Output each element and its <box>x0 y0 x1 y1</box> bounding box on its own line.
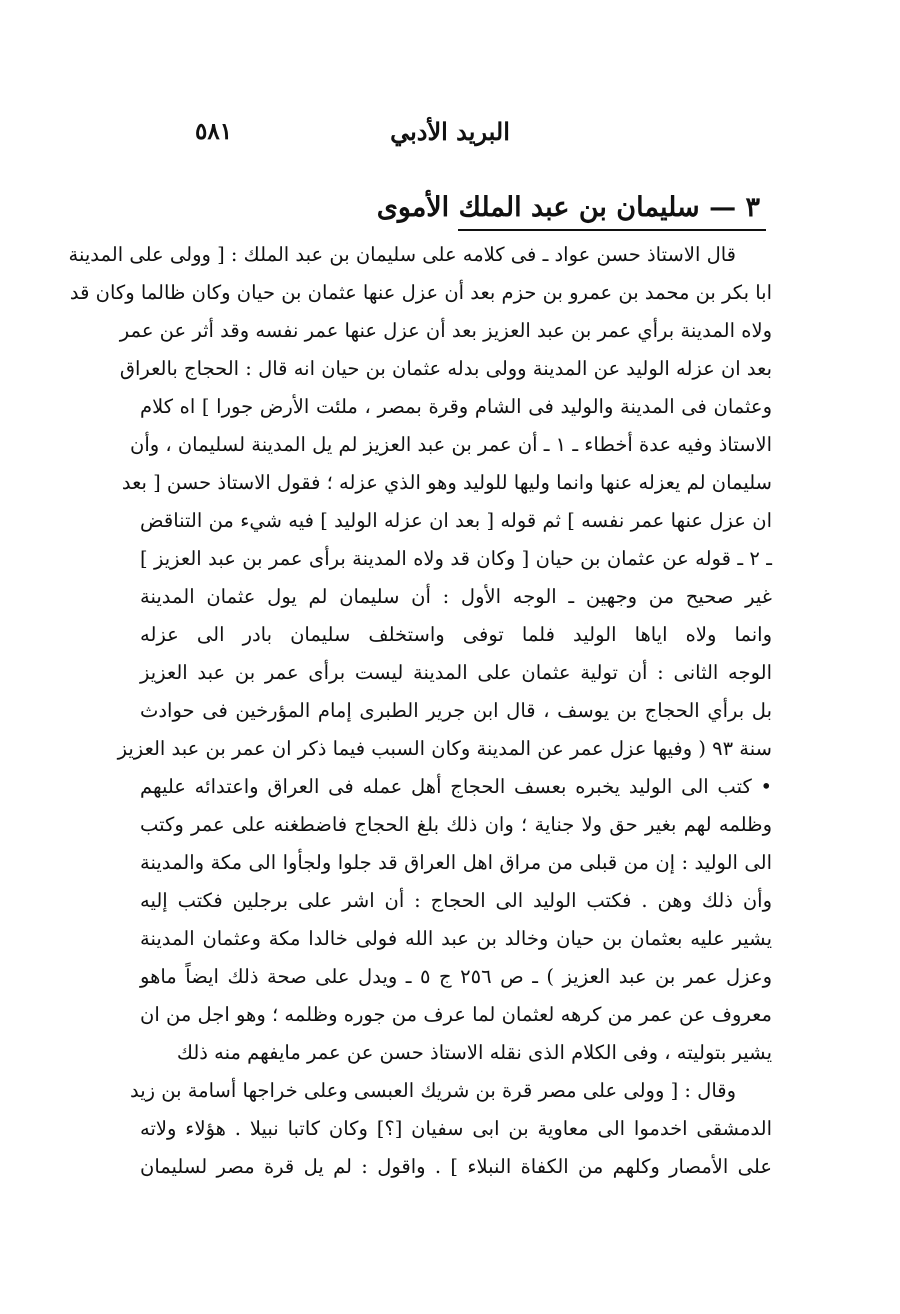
text-line: بعد ان عزله الوليد عن المدينة وولى بدله عثمان بن حيان انه قال : الحجاج بالعراق <box>119 357 772 380</box>
text-line: بل برأي الحجاج بن يوسف ، قال ابن جرير الطبرى إمام المؤرخين فى حوادث <box>140 699 772 722</box>
text-line: وظلمه لهم بغير حق ولا جناية ؛ وان ذلك بلغ الحجاج فاضطغنه على عمر وكتب <box>140 813 772 836</box>
text-line: وأن ذلك وهن . فكتب الوليد الى الحجاج : أن اشر على برجلين فكتب إليه <box>140 889 772 912</box>
text-line: قال الاستاذ حسن عواد ـ فى كلامه على سليمان بن عبد الملك : [ وولى على المدينة <box>68 243 736 266</box>
text-line: سنة ٩٣ ( وفيها عزل عمر عن المدينة وكان السبب فيما ذكر ان عمر بن عبد العزيز <box>117 737 772 760</box>
article-body <box>68 236 773 1186</box>
title-underline <box>458 229 766 231</box>
text-line: غير صحيح من وجهين ـ الوجه الأول : أن سليمان لم يول عثمان المدينة <box>140 585 772 608</box>
text-line: وقال : [ وولى على مصر قرة بن شريك العبسى وعلى خراجها أسامة بن زيد <box>129 1079 736 1102</box>
text-line: ولاه المدينة برأي عمر بن عبد العزيز بعد أن عزل عنها عمر نفسه وقد أثر عن عمر <box>119 319 772 342</box>
text-line: وعثمان فى المدينة والوليد فى الشام وقرة بمصر ، ملئت الأرض جورا ] اه كلام <box>140 395 772 418</box>
text-line: سليمان لم يعزله عنها وانما وليها للوليد وهو الذي عزله ؛ فقول الاستاذ حسن [ بعد <box>121 471 772 494</box>
text-line: ان عزل عنها عمر نفسه ] ثم قوله [ بعد ان عزله الوليد ] فيه شيء من التناقض <box>140 509 772 532</box>
text-line: الاستاذ وفيه عدة أخطاء ـ ١ ـ أن عمر بن عبد العزيز لم يل المدينة لسليمان ، وأن <box>130 433 772 456</box>
section-title: ٣ — سليمان بن عبد الملك الأموى <box>376 192 760 223</box>
text-line: وانما ولاه اياها الوليد فلما توفى واستخلف سليمان بادر الى عزله <box>140 623 772 646</box>
page-number: ٥٨١ <box>195 118 233 145</box>
text-line: يشير عليه بعثمان بن حيان وخالد بن عبد الله فولى خالدا مكة وعثمان المدينة <box>140 927 772 950</box>
text-line: ابا بكر بن محمد بن عمرو بن حزم بعد أن عزل عنها عثمان بن حيان وكان ظالما وكان قد <box>69 281 772 304</box>
text-line: الوجه الثانى : أن تولية عثمان على المدينة ليست برأى عمر بن عبد العزيز <box>140 661 772 684</box>
text-line: ـ ٢ ـ قوله عن عثمان بن حيان [ وكان قد ولاه المدينة برأى عمر بن عبد العزيز ] <box>140 547 773 570</box>
running-header <box>195 112 705 152</box>
journal-title: البريد الأدبي <box>390 117 510 146</box>
text-line: الدمشقى اخدموا الى معاوية بن ابى سفيان [؟] وكان كاتبا نبيلا . هؤلاء ولاته <box>140 1117 772 1140</box>
text-line: معروف عن عمر من كرهه لعثمان لما عرف من جوره وظلمه ؛ وهو اجل من ان <box>140 1003 772 1026</box>
text-line: على الأمصار وكلهم من الكفاة النبلاء ] . واقول : لم يل قرة مصر لسليمان <box>140 1155 772 1178</box>
text-line: الى الوليد : إن من قبلى من مراق اهل العراق قد جلوا ولجأوا الى مكة والمدينة <box>140 851 772 874</box>
text-line: • كتب الى الوليد يخبره بعسف الحجاج أهل عمله فى العراق واعتدائه عليهم <box>140 775 772 798</box>
text-line: وعزل عمر بن عبد العزيز ) ـ ص ٢٥٦ ج ٥ ـ ويدل على صحة ذلك ايضاً ماهو <box>140 965 773 988</box>
text-line: يشير بتوليته ، وفى الكلام الذى نقله الاستاذ حسن عن عمر مايفهم منه ذلك <box>176 1041 772 1064</box>
